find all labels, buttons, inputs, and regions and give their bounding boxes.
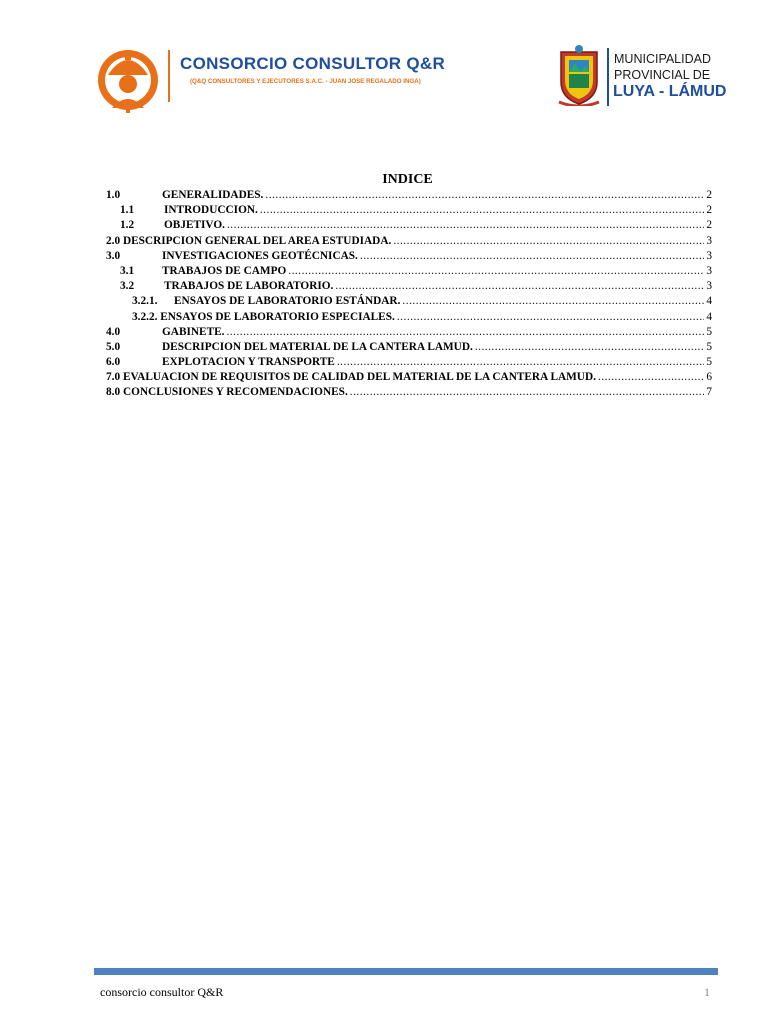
index-title: INDICE (382, 172, 433, 187)
toc-entry-label: GENERALIDADES. (162, 189, 264, 201)
toc-entry[interactable] (106, 204, 712, 219)
toc-entry-number: 3.2 (120, 280, 135, 293)
toc-dot-leader (360, 250, 704, 262)
municipal-line-1: MUNICIPALIDAD (614, 52, 712, 66)
toc-entry[interactable] (106, 326, 712, 341)
toc-dot-leader (337, 356, 704, 368)
toc-dot-leader (402, 295, 704, 307)
toc-entry-label: TRABAJOS DE LABORATORIO. (164, 280, 334, 293)
toc-entry-label: EXPLOTACION Y TRANSPORTE (162, 356, 335, 369)
toc-dot-leader (227, 219, 704, 231)
toc-entry-label: GABINETE. (162, 325, 225, 338)
toc-entry-page: 5 (706, 325, 712, 338)
table-of-contents (106, 189, 712, 402)
company-name: CONSORCIO CONSULTOR Q&R (180, 54, 446, 73)
toc-entry-label: TRABAJOS DE CAMPO (162, 264, 287, 277)
footer-text: consorcio consultor Q&R (100, 985, 224, 999)
toc-entry-page: 3 (706, 264, 712, 277)
toc-entry[interactable] (106, 219, 712, 234)
toc-dot-leader (598, 371, 704, 383)
toc-dot-leader (260, 204, 705, 216)
toc-entry-page: 7 (706, 386, 712, 399)
toc-dot-leader (475, 341, 705, 353)
toc-entry-page: 4 (706, 295, 712, 308)
toc-entry-label: 3.2.2. ENSAYOS DE LABORATORIO ESPECIALES. (132, 310, 395, 323)
toc-entry-number: 5.0 (106, 340, 121, 353)
header-divider (168, 50, 170, 102)
toc-entry-number: 6.0 (106, 356, 121, 369)
toc-dot-leader (397, 311, 705, 323)
company-subtitle: (Q&Q CONSULTORES Y EJECUTORES S.A.C. - JUAN JOSE REGALADO INGA) (190, 78, 421, 85)
toc-dot-leader (288, 265, 704, 277)
toc-entry-label: INTRODUCCION. (164, 204, 258, 217)
footer-page-number: 1 (704, 985, 710, 999)
toc-entry[interactable] (106, 265, 712, 280)
toc-entry[interactable] (106, 356, 712, 371)
toc-entry[interactable] (106, 250, 712, 265)
toc-entry-page: 4 (706, 310, 712, 323)
toc-entry-page: 2 (706, 204, 712, 217)
toc-entry-label: DESCRIPCION DEL MATERIAL DE LA CANTERA LAMUD. (162, 340, 473, 353)
municipal-line-3: LUYA - LÁMUD (613, 83, 727, 100)
toc-entry-page: 5 (706, 356, 712, 369)
toc-entry[interactable] (106, 341, 712, 356)
toc-entry-number: 1.1 (120, 204, 135, 217)
toc-dot-leader (350, 386, 705, 398)
toc-dot-leader (393, 235, 704, 247)
page-header (0, 38, 768, 118)
toc-entry[interactable] (106, 311, 712, 326)
toc-entry-page: 3 (706, 280, 712, 293)
toc-entry-number: 4.0 (106, 325, 121, 338)
toc-entry-label: ENSAYOS DE LABORATORIO ESTÁNDAR. (174, 295, 401, 308)
toc-entry-page: 5 (706, 340, 712, 353)
toc-entry-label: 2.0 DESCRIPCION GENERAL DEL AREA ESTUDIADA. (106, 234, 392, 247)
toc-entry-page: 3 (706, 234, 712, 247)
toc-entry-page: 2 (706, 189, 712, 201)
toc-entry-number: 3.1 (120, 264, 135, 277)
toc-entry-label: INVESTIGACIONES GEOTÉCNICAS. (162, 249, 358, 262)
toc-entry[interactable] (106, 189, 712, 204)
toc-entry-page: 3 (706, 249, 712, 262)
toc-entry[interactable] (106, 280, 712, 295)
toc-entry-number: 3.0 (106, 249, 121, 262)
toc-entry-number: 1.2 (120, 219, 135, 232)
toc-entry[interactable] (106, 295, 712, 310)
toc-entry-page: 2 (706, 219, 712, 232)
toc-entry-number: 1.0 (106, 189, 121, 201)
footer-bar (94, 968, 718, 975)
toc-entry[interactable] (106, 371, 712, 386)
toc-entry[interactable] (106, 235, 712, 250)
toc-entry-label: 8.0 CONCLUSIONES Y RECOMENDACIONES. (106, 386, 348, 399)
municipal-divider (607, 48, 609, 106)
municipal-seal-icon (555, 44, 603, 106)
engineer-helmet-logo (96, 42, 160, 114)
toc-dot-leader (335, 280, 704, 292)
toc-entry[interactable] (106, 386, 712, 401)
toc-entry-page: 6 (706, 371, 712, 384)
toc-dot-leader (226, 326, 704, 338)
toc-entry-label: 7.0 EVALUACION DE REQUISITOS DE CALIDAD DEL MATERIAL DE LA CANTERA LAMUD. (106, 371, 596, 384)
municipal-line-2: PROVINCIAL DE (614, 68, 711, 82)
toc-entry-label: OBJETIVO. (164, 219, 225, 232)
toc-entry-number: 3.2.1. (132, 295, 158, 308)
toc-dot-leader (265, 189, 704, 201)
